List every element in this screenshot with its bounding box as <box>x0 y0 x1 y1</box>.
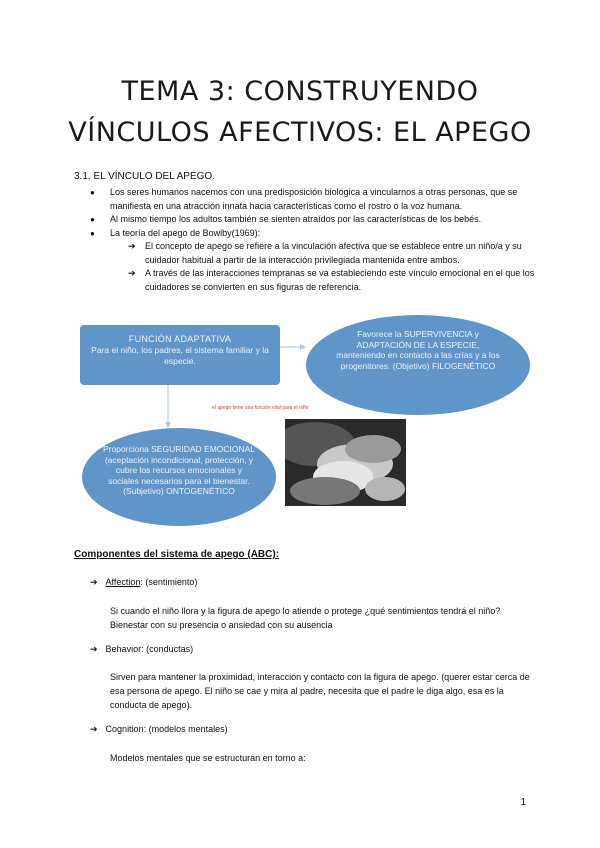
list-item: ● Los seres humanos nacemos con una predisposición biológica a vincularnos a otras personas, que se manifiesta en una atracción innata hacia características como el rostro o la voz humana. <box>90 187 518 211</box>
bullet-dot-icon: ● <box>90 215 95 224</box>
behavior-label: Behavior: (conductas) <box>105 644 194 654</box>
box-text: Para el niño, los padres, el sistema familiar y la especie. <box>91 345 269 366</box>
bullet-dot-icon: ● <box>90 188 95 197</box>
phylogenetic-ellipse <box>306 315 530 415</box>
right-arrow-icon: ➔ <box>128 268 136 278</box>
cognition-text: Modelos mentales que se estructuran en torno a: <box>110 753 306 763</box>
bullet-list <box>90 186 540 294</box>
right-arrow-icon: ➔ <box>90 724 98 734</box>
affection-text: Si cuando el niño llora y la figura de apego lo atiende o protege ¿qué sentimientos tendrá el niño? Bienestar con su presencia o ansiedad con su ausencia <box>110 606 501 630</box>
apego-diagram <box>0 315 600 530</box>
components-title: Componentes del sistema de apego (ABC): <box>74 549 280 560</box>
page-title-line2: VÍNCULOS AFECTIVOS: EL APEGO <box>68 117 532 148</box>
ontogenetic-ellipse <box>82 428 276 526</box>
behavior-item <box>90 644 193 655</box>
affection-rest: : (sentimiento) <box>140 577 198 587</box>
sub-list-item: ➔ A través de las interacciones tempranas se va estableciendo este vínculo emocional en el que los cuidadores se convierten en sus figuras de referencia. <box>128 268 535 292</box>
behavior-text: Sirven para mantener la proximidad, interacción y contacto con la figura de apego. (querer estar cerca de esa persona de apego. El niño se cae y mira al padre, necesita que el padre le diga algo, esa es la conducta de apego). <box>110 672 530 710</box>
sub-list-item: ➔ El concepto de apego se refiere a la vinculación afectiva que se establece entre un niño/a y su cuidador habitual a partir de la interacción privilegiada mantenida entre ambos. <box>128 241 522 265</box>
right-arrow-icon: ➔ <box>90 644 98 654</box>
ellipse-text: Favorece la SUPERVIVENCIA y ADAPTACIÓN DE LA ESPECIE, manteniendo en contacto a las crías y a los progenitores. (Objetivo) FILOGENÉTICO <box>336 329 500 371</box>
list-item: ● Al mismo tiempo los adultos también se sienten atraídos por las características de los bebés. <box>90 213 540 227</box>
section-heading: 3.1. EL VÍNCULO DEL APEGO. <box>74 171 215 182</box>
right-arrow-icon: ➔ <box>128 241 136 251</box>
affection-label: Affection <box>105 577 141 587</box>
arrow-head-icon <box>165 422 171 428</box>
cognition-label: Cognition: (modelos mentales) <box>105 724 228 734</box>
affection-item <box>90 577 197 588</box>
box-title: FUNCIÓN ADAPTATIVA <box>128 334 232 344</box>
page-title-line1: TEMA 3: CONSTRUYENDO <box>121 76 479 107</box>
right-arrow-icon: ➔ <box>90 577 98 587</box>
cognition-item <box>90 724 228 735</box>
page-number: 1 <box>520 797 526 808</box>
hands-photo <box>285 419 406 506</box>
red-note: el apego tiene una función vital para el niño <box>212 405 309 411</box>
bullet-dot-icon: ● <box>90 228 95 238</box>
adaptive-function-box <box>80 325 280 385</box>
list-item: ● La teoría del apego de Bowlby(1969): <box>90 227 540 241</box>
ellipse-text: Proporciona SEGURIDAD EMOCIONAL (aceptación incondicional, protección, y cubre los recursos emocionales y sociales necesarios para el bienestar. (Subjetivo) ONTOGENÉTICO <box>102 444 256 496</box>
